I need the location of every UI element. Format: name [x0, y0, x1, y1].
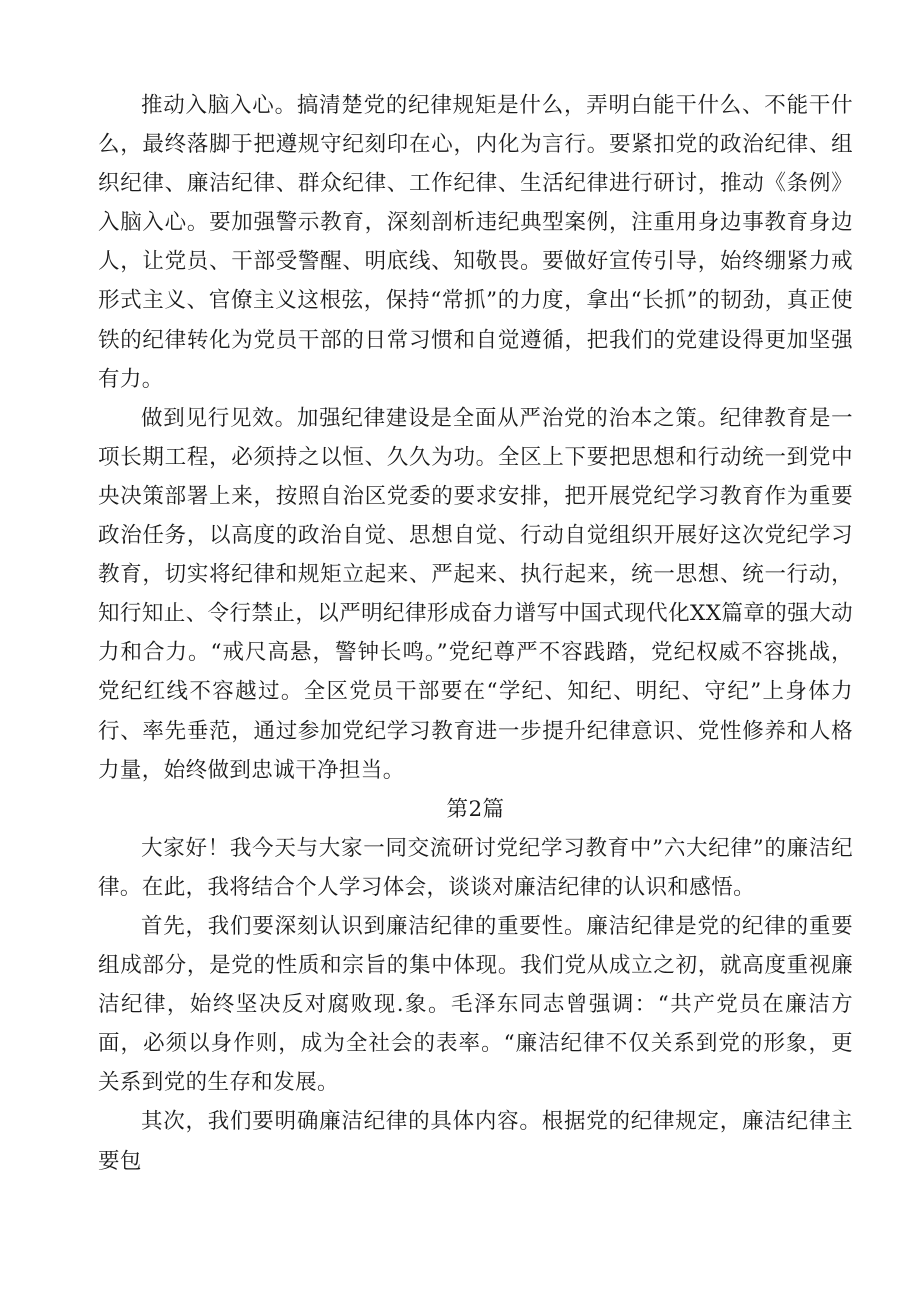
section-title: 第2篇 [446, 796, 505, 822]
paragraph-greeting: 大家好！我今天与大家一同交流研讨党纪学习教育中”六大纪律”的廉洁纪律。在此，我将结合个人学习体会，谈谈对廉洁纪律的认识和感悟。 [98, 835, 853, 900]
paragraph-content: 其次，我们要明确廉洁纪律的具体内容。根据党的纪律规定，廉洁纪律主要包 [98, 1109, 853, 1174]
paragraph-see-results: 做到见行见效。加强纪律建设是全面从严治党的治本之策。纪律教育是一项长期工程，必须持之以恒、久久为功。全区上下要把思想和行动统一到党中央决策部署上来，按照自治区党委的要求安排，把开展党纪学习教育作为重要政治任务，以高度的政治自觉、思想自觉、行动自觉组织开展好这次党纪学习教育，切实将纪律和规矩立起来、严起来、执行起来，统一思想、统一行动，知行知止、令行禁止，以严明纪律形成奋力谱写中国式现代化XX篇章的强大动力和合力。“戒尺高悬，警钟长鸣。”党纪尊严不容践踏，党纪权威不容挑战，党纪红线不容越过。全区党员干部要在“学纪、知纪、明纪、守纪”上身体力行、率先垂范，通过参加党纪学习教育进一步提升纪律意识、党性修养和人格力量，始终做到忠诚干净担当。 [98, 405, 853, 783]
paragraph-importance: 首先，我们要深刻认识到廉洁纪律的重要性。廉洁纪律是党的纪律的重要组成部分，是党的性质和宗旨的集中体现。我们党从成立之初，就高度重视廉洁纪律，始终坚决反对腐败现.象。毛泽东同志曾强调：“共产党员在廉洁方面，必须以身作则，成为全社会的表率。“廉洁纪律不仅关系到党的形象，更关系到党的生存和发展。 [98, 913, 853, 1096]
document-body [98, 86, 853, 1181]
paragraph-promote-internalization: 推动入脑入心。搞清楚党的纪律规矩是什么，弄明白能干什么、不能干什么，最终落脚于把遵规守纪刻印在心，内化为言行。要紧扣党的政治纪律、组织纪律、廉洁纪律、群众纪律、工作纪律、生活纪律进行研讨，推动《条例》入脑入心。要加强警示教育，深刻剖析违纪典型案例，注重用身边事教育身边人，让党员、干部受警醒、明底线、知敬畏。要做好宣传引导，始终绷紧力戒形式主义、官僚主义这根弦，保持“常抓”的力度，拿出“长抓”的韧劲，真正使铁的纪律转化为党员干部的日常习惯和自觉遵循，把我们的党建设得更加坚强有力。 [98, 93, 853, 392]
